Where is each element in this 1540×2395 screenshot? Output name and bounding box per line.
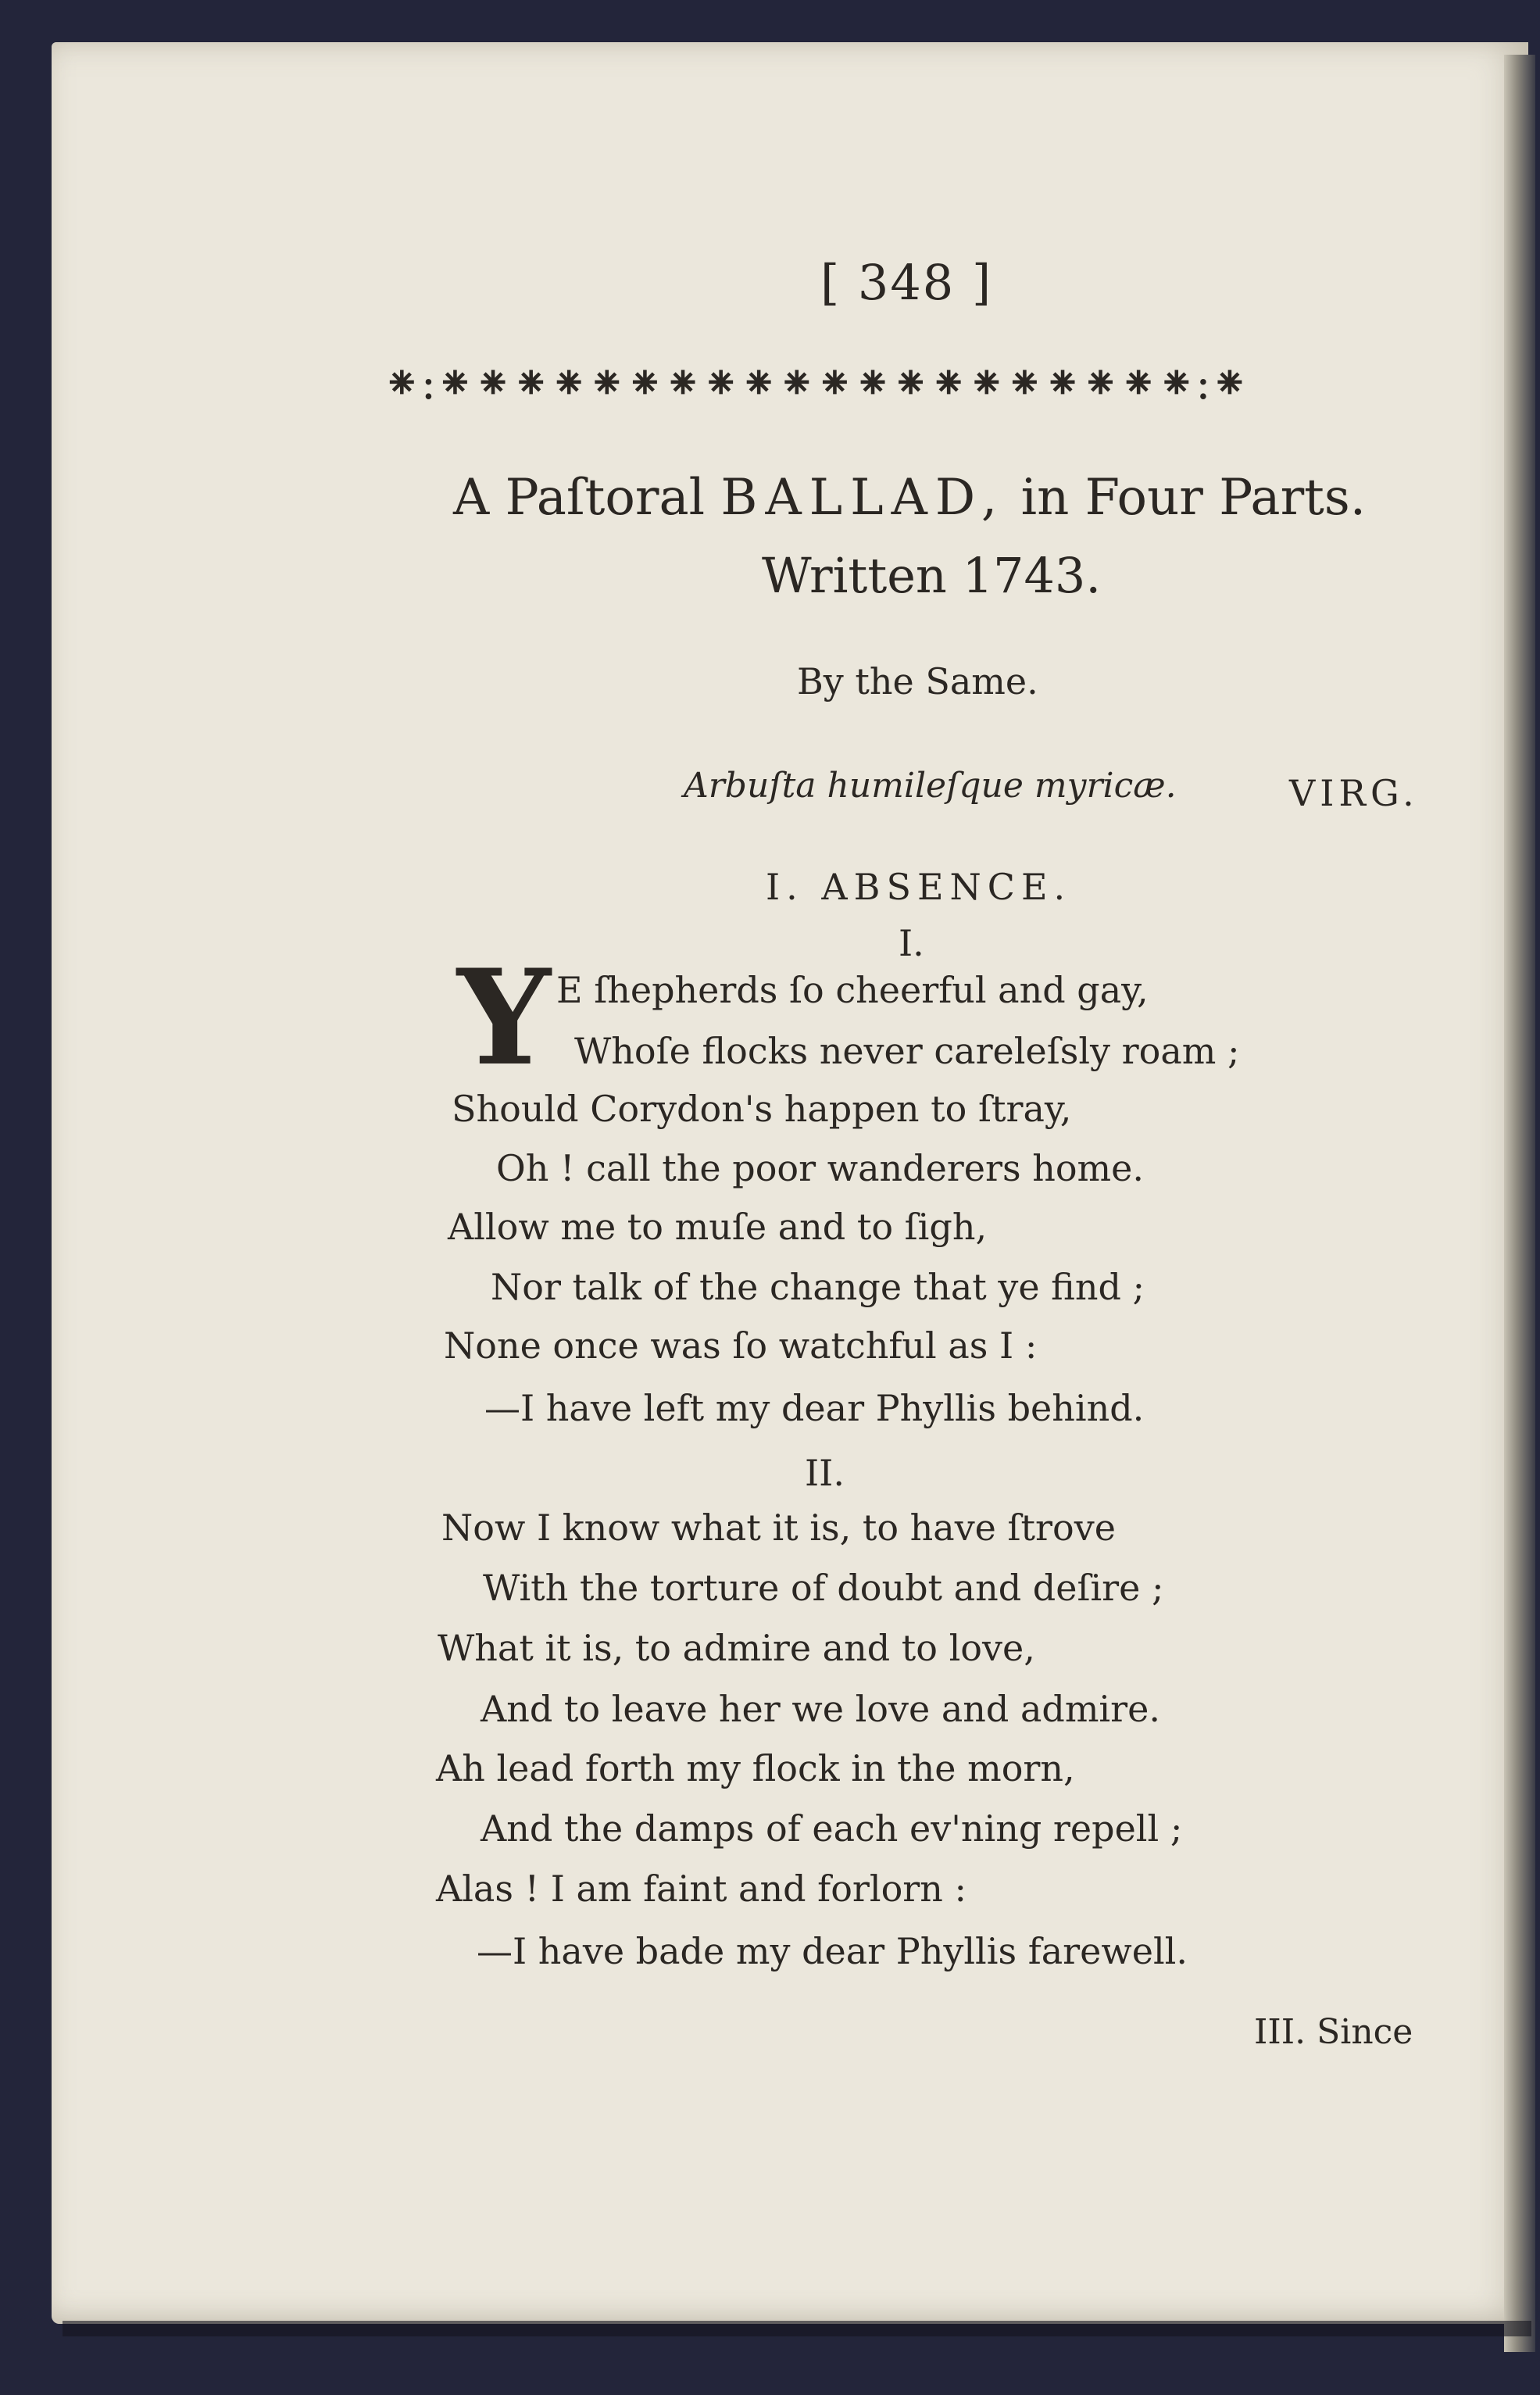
verse-line: And to leave her we love and admire.: [481, 1688, 1160, 1730]
verse-line: —I have bade my dear Phyllis farewell.: [477, 1930, 1188, 1972]
title-prefix: A Paſtoral: [453, 469, 721, 527]
verse-line: —I have left my dear Phyllis behind.: [484, 1387, 1145, 1429]
stanza-number: I.: [899, 922, 924, 964]
verse-line: E ſhepherds ſo cheerful and gay,: [556, 969, 1149, 1011]
decorative-ornament-band: ⁕:⁕⁕⁕⁕⁕⁕⁕⁕⁕⁕⁕⁕⁕⁕⁕⁕⁕⁕⁕⁕:⁕: [383, 356, 1249, 409]
stanza-number: II.: [805, 1452, 845, 1494]
page-bottom-shadow: [63, 2321, 1531, 2336]
verse-line: With the torture of doubt and deſire ;: [483, 1567, 1164, 1609]
page-edge: [1504, 55, 1535, 2352]
verse-line: Allow me to muſe and to ſigh,: [448, 1206, 988, 1248]
title-caps: BALLAD,: [720, 469, 1006, 527]
ballad-title: [453, 469, 1438, 527]
verse-line: Now I know what it is, to have ſtrove: [441, 1507, 1116, 1549]
epigraph-author: VIRG.: [1289, 772, 1419, 814]
verse-line: What it is, to admire and to love,: [438, 1627, 1035, 1669]
verse-line: Should Corydon's happen to ſtray,: [452, 1088, 1072, 1130]
verse-line: Whoſe flocks never careleſsly roam ;: [574, 1030, 1240, 1072]
epigraph-text: Arbuſta humileſque myricæ.: [684, 766, 1177, 806]
title-suffix: in Four Parts.: [1005, 469, 1367, 527]
verse-line: Alas ! I am faint and forlorn :: [436, 1868, 967, 1910]
verse-line: Ah lead forth my flock in the morn,: [436, 1747, 1075, 1789]
verse-line: None once was ſo watchful as I :: [444, 1324, 1038, 1367]
drop-cap: Y: [457, 940, 551, 1095]
verse-line: And the damps of each ev'ning repell ;: [481, 1807, 1183, 1850]
section-heading: I. ABSENCE.: [766, 866, 1072, 908]
attribution: By the Same.: [797, 660, 1038, 702]
verse-line: Oh ! call the poor wanderers home.: [496, 1147, 1145, 1189]
catchword: III. Since: [1254, 2012, 1413, 2052]
page-number: [ 348 ]: [820, 254, 993, 311]
ballad-date: Written 1743.: [762, 547, 1102, 604]
verse-line: Nor talk of the change that ye find ;: [491, 1266, 1145, 1308]
